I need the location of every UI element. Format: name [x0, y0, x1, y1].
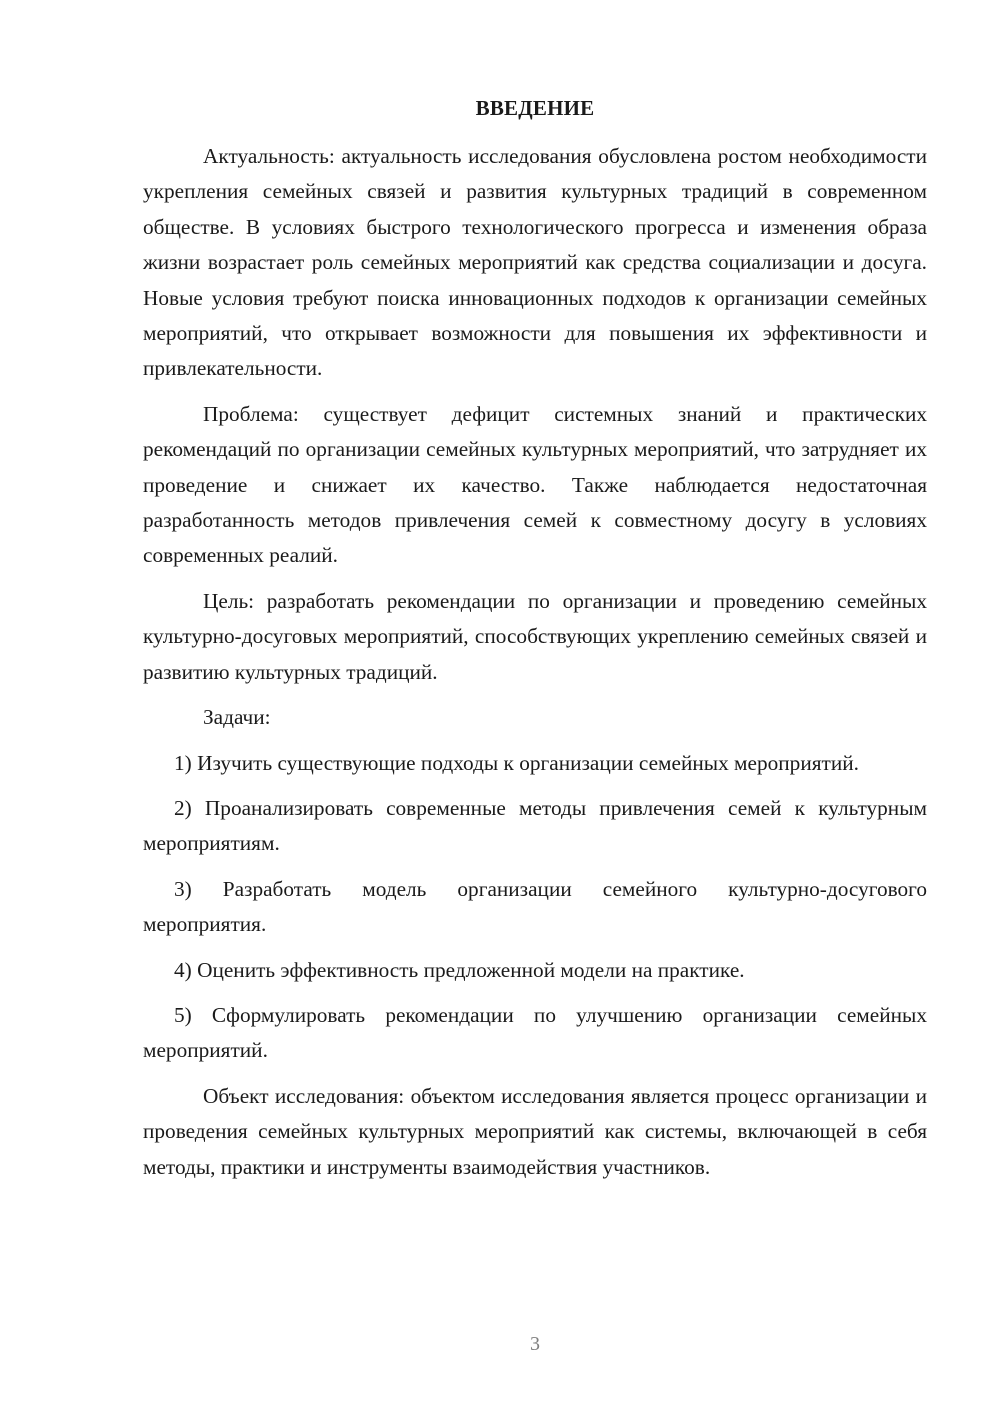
task-item-2: 2) Проанализировать современные методы привлечения семей к культурным мероприятиям.	[143, 795, 927, 856]
document-body	[143, 139, 927, 1195]
task-item-4: 4) Оценить эффективность предложенной модели на практике.	[174, 957, 745, 982]
paragraph-object: Объект исследования: объектом исследования является процесс организации и проведения семейных культурных мероприятий как системы, включающей в себя методы, практики и инструменты взаимодействия участников.	[143, 1083, 927, 1179]
tasks-label: Задачи:	[203, 705, 271, 730]
task-item-3: 3) Разработать модель организации семейного культурно-досугового мероприятия.	[143, 876, 927, 937]
paragraph-goal: Цель: разработать рекомендации по организации и проведению семейных культурно-досуговых мероприятий, способствующих укреплению семейных связей и развитию культурных традиций.	[143, 588, 927, 684]
paragraph-relevance: Актуальность: актуальность исследования обусловлена ростом необходимости укрепления семейных связей и развития культурных традиций в современном обществе. В условиях быстрого технологического прогресса и изменения образа жизни возрастает роль семейных мероприятий как средства социализации и досуга. Новые условия требуют поиска инновационных подходов к организации семейных мероприятий, что открывает возможности для повышения их эффективности и привлекательности.	[143, 144, 927, 381]
page-number: 3	[530, 1333, 540, 1355]
document-page	[143, 0, 927, 1414]
task-item-5: 5) Сформулировать рекомендации по улучшению организации семейных мероприятий.	[143, 1002, 927, 1063]
paragraph-problem: Проблема: существует дефицит системных знаний и практических рекомендаций по организации семейных культурных мероприятий, что затрудняет их проведение и снижает их качество. Также наблюдается недостаточная разработанность методов привлечения семей к совместному досугу в условиях современных реалий.	[143, 401, 927, 568]
page-title: ВВЕДЕНИЕ	[475, 96, 595, 120]
task-item-1: 1) Изучить существующие подходы к организации семейных мероприятий.	[174, 750, 859, 775]
